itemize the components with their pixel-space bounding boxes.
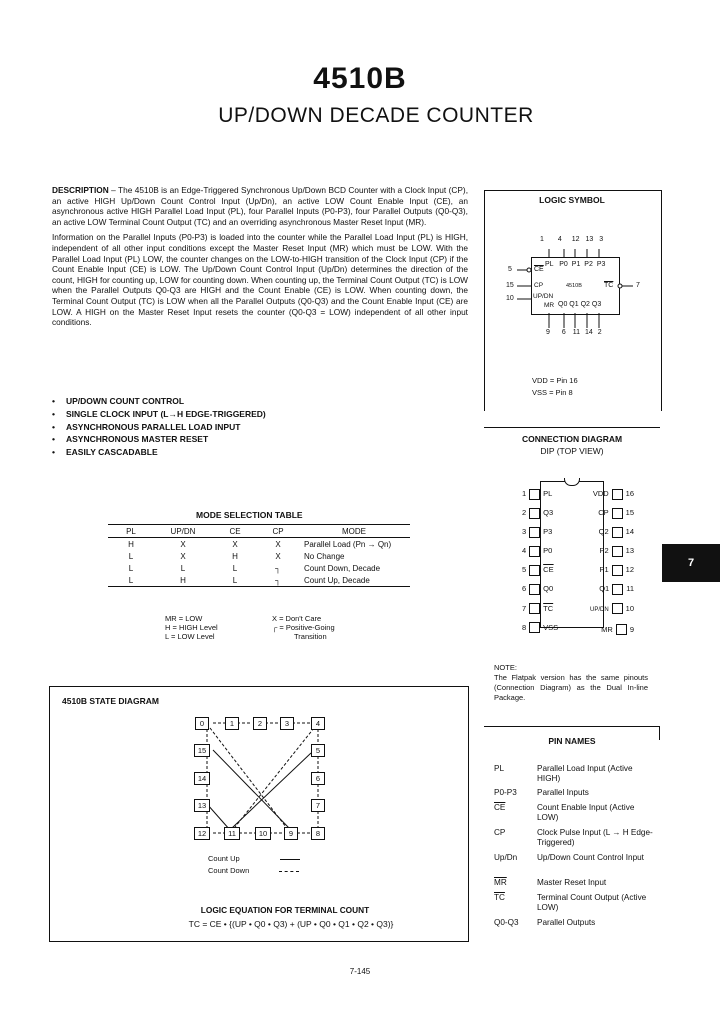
state-node: 5 <box>311 744 325 757</box>
dip-pin: 5 $\overline{CE}$ <box>522 565 554 575</box>
arrow-15-9 <box>213 750 289 828</box>
description-paragraph-2: Information on the Parallel Inputs (P0-P3) is loaded into the counter while the Parallel Load Input (PL) is HIGH, independent of all other input conditions except the Master Reset Input (MR) which must be LOW. With the Parallel Load Input (PL) LOW, the counter changes on the LOW-to-HIGH transition of the Clock Input (CP) if the Count Enable Input (CE) is LOW. The Up/Down Count Control Input (Up/Dn) determines the direction of the count, HIGH for counting up, LOW for counting down. When counting up, the Terminal Count Output (TC) is LOW when the Parallel Outputs Q0-Q3 are HIGH and the Count Enable (CE) is LOW. When counting down, the Terminal Count Output (TC) is LOW when all the Parallel Outputs (Q0-Q3) and the Count Enable Input (CE) are LOW. A HIGH on the Master Reset Input resets the counter (Q0-Q3 = LOW) independent of all other input conditions. <box>52 232 468 328</box>
mode-selection-table <box>108 524 410 587</box>
pin-name-desc: Parallel Load Input (Active HIGH) <box>537 764 633 783</box>
dip-pin: Q2 14 <box>598 527 634 537</box>
connection-divider <box>484 427 660 428</box>
pin-label: Q0 <box>558 301 568 308</box>
table-cell: L <box>128 551 134 561</box>
logic-bottom-pin-numbers <box>546 329 602 336</box>
dip-right-pins <box>560 484 634 639</box>
table-cell: ┐ <box>275 563 281 573</box>
pin-name-desc: Count Enable Input (Active LOW) <box>537 803 635 822</box>
pin-number: 3 <box>599 236 604 243</box>
dip-pin: 8 VSS <box>522 622 559 632</box>
logic-top-labels <box>545 261 605 268</box>
state-node: 1 <box>225 717 239 730</box>
legend-count-down: Count Down <box>208 866 250 875</box>
pin-number: 1 <box>540 236 544 243</box>
pin-label: P0 <box>559 261 568 268</box>
dip-pin: Q1 11 <box>599 584 634 594</box>
legend-line: X = Don't Care <box>272 614 322 623</box>
pin-name-pin: PL <box>494 764 505 773</box>
pin-name-pin: $\overline{TC}$ <box>494 893 505 902</box>
center-label: 4510B <box>566 283 582 289</box>
note-label: NOTE: <box>494 663 517 672</box>
dip-pin: CP 15 <box>598 508 634 518</box>
pin-number: 11 <box>572 329 580 336</box>
description-block <box>52 185 468 333</box>
table-cell: L <box>180 563 186 573</box>
pin-label: $\overline{CE}$ <box>534 266 544 273</box>
mode-legend-right <box>272 614 335 641</box>
pin-number: 6 <box>561 329 566 336</box>
pin-name-pin: $\overline{CE}$ <box>494 803 506 812</box>
state-node: 3 <box>280 717 294 730</box>
logic-symbol-pins <box>500 240 660 340</box>
state-diagram-legend <box>208 853 300 877</box>
pin-name-pin: $\overline{MR}$ <box>494 878 507 887</box>
table-cell: H <box>128 539 134 549</box>
description-label: DESCRIPTION <box>52 185 109 195</box>
mode-table-header: UP/DN <box>154 525 212 538</box>
vdd-note: VDD = Pin 16 <box>532 376 578 385</box>
pin-label: MR <box>544 302 555 309</box>
pin-label: CP <box>534 282 544 289</box>
pin-label: P2 <box>584 261 593 268</box>
table-cell: No Change <box>304 551 345 561</box>
pin-name-desc: Parallel Outputs <box>537 918 596 927</box>
note-text: The Flatpak version has the same pinouts (Connection Diagram) as the Dual In-line Package. <box>494 673 648 702</box>
dip-pin: 7 $\overline{TC}$ <box>522 603 554 613</box>
mode-table-header: PL <box>108 525 154 538</box>
mode-table-header: MODE <box>298 525 410 538</box>
state-node: 12 <box>194 827 210 840</box>
pin-name-desc: Parallel Inputs <box>537 788 589 797</box>
pin-name-desc: Terminal Count Output (Active LOW) <box>537 893 647 912</box>
feature-item: • SINGLE CLOCK INPUT (L→H EDGE-TRIGGERED) <box>52 408 372 421</box>
dip-pin: P1 12 <box>599 565 634 575</box>
state-node: 10 <box>255 827 271 840</box>
mode-legend-left <box>165 614 218 641</box>
pin-number: 7 <box>636 282 640 289</box>
feature-item: • UP/DOWN COUNT CONTROL <box>52 395 372 408</box>
pin-names-title: PIN NAMES <box>548 736 596 746</box>
dip-pin: P2 13 <box>599 546 634 556</box>
legend-line: MR = LOW <box>165 614 203 623</box>
table-cell: X <box>275 551 281 561</box>
pin-name-desc: Up/Down Count Control Input <box>537 853 644 862</box>
section-tab: 7 <box>662 544 720 582</box>
connection-note <box>494 663 648 703</box>
pin-label: Q2 <box>580 301 590 308</box>
logic-bottom-labels <box>558 301 601 308</box>
dip-pin: 2 Q3 <box>522 508 554 518</box>
connection-subtitle: DIP (TOP VIEW) <box>540 446 604 456</box>
feature-item: • ASYNCHRONOUS PARALLEL LOAD INPUT <box>52 421 372 434</box>
table-row <box>108 562 410 574</box>
table-cell: H <box>154 574 212 587</box>
pin-number: 4 <box>557 236 562 243</box>
dip-pin: 1 PL <box>522 489 553 498</box>
pin-number: 9 <box>546 329 550 336</box>
legend-line: Transition <box>294 632 327 641</box>
pin-label: P1 <box>571 261 581 268</box>
dashed-line-icon <box>279 871 299 872</box>
table-cell: ┐ <box>258 574 298 587</box>
equation-title: LOGIC EQUATION FOR TERMINAL COUNT <box>200 905 370 915</box>
state-node: 9 <box>284 827 298 840</box>
pin-label: UP/DN <box>533 293 554 300</box>
state-node: 7 <box>311 799 325 812</box>
table-cell: Parallel Load (Pn → Qn) <box>304 539 392 549</box>
table-cell: L <box>232 563 238 573</box>
mode-table-title: MODE SELECTION TABLE <box>196 510 303 520</box>
state-node: 14 <box>194 772 210 785</box>
state-node: 8 <box>311 827 325 840</box>
pin-number: 14 <box>584 329 593 336</box>
connection-title: CONNECTION DIAGRAM <box>521 434 623 444</box>
table-row <box>108 574 410 587</box>
table-row <box>108 550 410 562</box>
feature-list <box>52 395 372 459</box>
state-node: 0 <box>195 717 209 730</box>
table-cell: X <box>180 551 186 561</box>
part-number: 4510B <box>313 62 407 95</box>
dip-left-pins <box>522 484 558 637</box>
pin-label: Q3 <box>591 301 602 308</box>
pin-label: PL <box>545 261 554 268</box>
pin-name-pin: CP <box>494 828 506 837</box>
dip-pin: VDD 16 <box>592 489 634 498</box>
table-cell: L <box>108 574 154 587</box>
dip-pin: 3 P3 <box>522 527 553 537</box>
dip-pin: 4 P0 <box>522 546 553 556</box>
table-cell: X <box>232 539 238 549</box>
description-paragraph-1: – The 4510B is an Edge-Triggered Synchronous Up/Down BCD Counter with a Clock Input (CP), an active HIGH Up/Down Count Control Input (Up/Dn), an active LOW Count Enable Input (CE), an asynchronous active HIGH Parallel Load Input (PL), four Parallel Inputs (P0-P3), four Parallel Outputs (Q0-Q3), an active LOW Terminal Count Output (TC) and an overriding asynchronous Master Reset Input (MR). <box>52 185 468 227</box>
feature-item: • EASILY CASCADABLE <box>52 446 372 459</box>
state-node: 2 <box>253 717 267 730</box>
pin-number: 15 <box>506 282 514 289</box>
pin-number: 10 <box>506 295 514 302</box>
legend-line: L = LOW Level <box>165 632 215 641</box>
table-cell: X <box>180 539 186 549</box>
pin-number: 5 <box>508 266 512 273</box>
table-cell: X <box>275 539 281 549</box>
pin-number: 12 <box>571 236 580 243</box>
state-node: 15 <box>194 744 210 757</box>
dip-pin: UP/DN 10 <box>589 603 634 613</box>
pin-name-desc: Clock Pulse Input (L → H Edge-Triggered) <box>537 828 653 847</box>
solid-line-icon <box>280 859 300 860</box>
logic-symbol-title: LOGIC SYMBOL <box>539 195 605 205</box>
state-node: 11 <box>224 827 240 840</box>
legend-line: H = HIGH Level <box>165 623 218 632</box>
page-number: 7-145 <box>349 967 371 976</box>
pin-name-pin: Up/Dn <box>494 853 518 862</box>
pin-name-desc: Master Reset Input <box>537 878 607 887</box>
dip-pin: MR 9 <box>601 624 634 634</box>
pin-name-pin: Q0-Q3 <box>494 918 519 927</box>
state-diagram-title: 4510B STATE DIAGRAM <box>62 696 159 706</box>
pin-label: P3 <box>596 261 606 268</box>
state-node: 4 <box>311 717 325 730</box>
pin-name-pin: P0-P3 <box>494 788 517 797</box>
arrow-11-5 <box>232 753 311 828</box>
table-cell: Count Up, Decade <box>298 574 410 587</box>
mode-table-header: CP <box>258 525 298 538</box>
table-cell: L <box>212 574 258 587</box>
pin-label: Q1 <box>569 301 579 308</box>
legend-count-up: Count Up <box>208 854 240 863</box>
logic-top-pin-numbers <box>540 236 603 243</box>
feature-item: • ASYNCHRONOUS MASTER RESET <box>52 433 372 446</box>
vss-note: VSS = Pin 8 <box>532 388 573 397</box>
table-cell: L <box>128 563 134 573</box>
state-node: 6 <box>311 772 325 785</box>
pin-number: 2 <box>597 329 602 336</box>
table-cell: H <box>232 551 238 561</box>
pin-names-divider <box>484 726 660 727</box>
dip-pin: 6 Q0 <box>522 584 554 594</box>
table-row <box>108 538 410 551</box>
pin-label: $\overline{TC}$ <box>604 282 614 289</box>
table-cell: Count Down, Decade <box>304 563 381 573</box>
terminal-count-equation: TC = CE • {(UP • Q0 • Q3) + (UP • Q0 • Q1 • Q2 • Q3)} <box>188 919 394 929</box>
legend-line: ┌ = Positive-Going <box>272 623 335 632</box>
state-node: 13 <box>194 799 210 812</box>
page-subtitle: UP/DOWN DECADE COUNTER <box>218 104 534 127</box>
pin-number: 13 <box>585 236 594 243</box>
mode-table-header: CE <box>212 525 258 538</box>
